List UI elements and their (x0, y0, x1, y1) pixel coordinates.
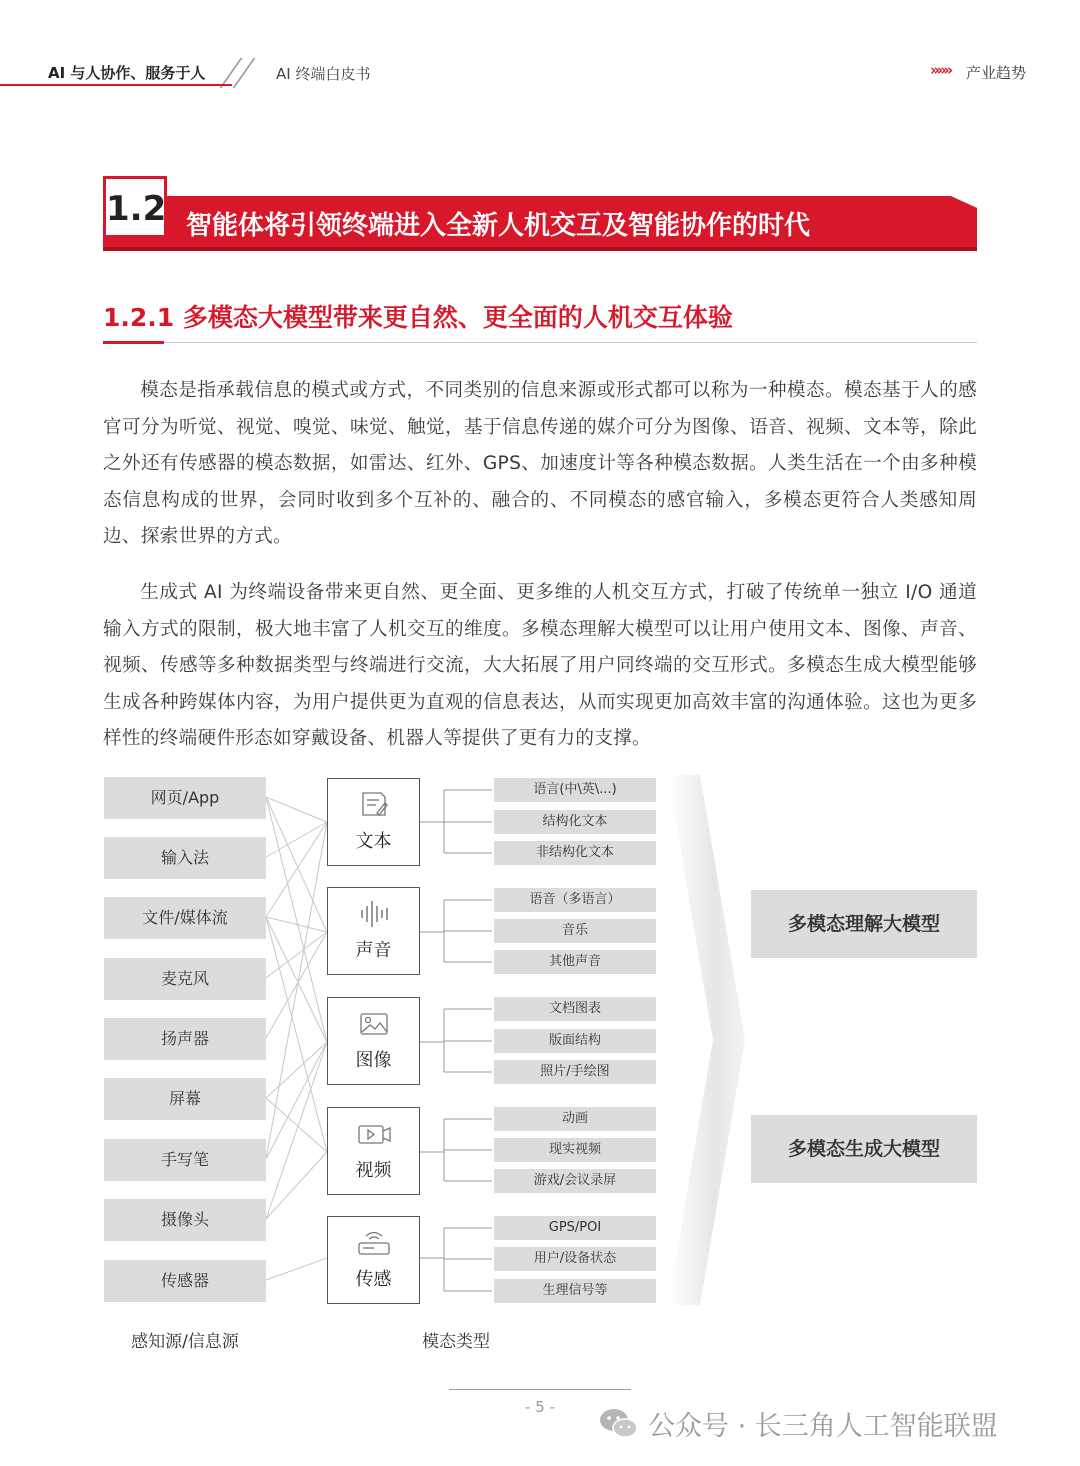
modality-label: 图像 (355, 1050, 392, 1071)
header-red-rule (0, 84, 232, 86)
subtype-item: 音乐 (494, 919, 656, 943)
caption-modalities: 模态类型 (422, 1332, 490, 1352)
sound-wave-icon (328, 898, 421, 928)
source-item: 手写笔 (104, 1139, 266, 1181)
modality-sensor (327, 1216, 420, 1304)
modality-video (327, 1107, 420, 1195)
subtype-item: 版面结构 (494, 1029, 656, 1053)
subtype-item: 用户/设备状态 (494, 1247, 656, 1271)
subtype-item: 非结构化文本 (494, 841, 656, 865)
subtype-item: 结构化文本 (494, 810, 656, 834)
header-report-title: AI 终端白皮书 (276, 65, 371, 83)
subtype-item: 现实视频 (494, 1138, 656, 1162)
subtype-item: 其他声音 (494, 950, 656, 974)
page-number: - 5 - (525, 1398, 555, 1416)
subtype-item: 游戏/会议录屏 (494, 1169, 656, 1193)
subsection-rule-accent (103, 341, 164, 344)
modality-label: 传感 (355, 1269, 392, 1290)
wechat-icon (598, 1406, 640, 1440)
subsection-title: 1.2.1 多模态大模型带来更自然、更全面的人机交互体验 (103, 303, 733, 332)
model-generation: 多模态生成大模型 (751, 1115, 977, 1183)
subtype-item: 动画 (494, 1107, 656, 1131)
body-paragraph: 模态是指承载信息的模式或方式，不同类别的信息来源或形式都可以称为一种模态。模态基于人的感官可分为听觉、视觉、嗅觉、味觉、触觉，基于信息传递的媒介可分为图像、语音、视频、文本等，除此之外还有传感器的模态数据，如雷达、红外、GPS、加速度计等各种模态数据。人类生活在一个由多种模态信息构成的世界，会同时收到多个互补的、融合的、不同模态的感官输入，多模态更符合人类感知周边、探索世界的方式。 (103, 380, 977, 547)
subtype-item: 文档图表 (494, 997, 656, 1021)
source-item: 输入法 (104, 837, 266, 879)
section-number: 1.2 (103, 176, 167, 235)
source-item: 麦克风 (104, 958, 266, 1000)
header-chapter: 产业趋势 (966, 64, 1027, 82)
modality-image (327, 997, 420, 1085)
footer-rule (449, 1389, 631, 1390)
modality-label: 视频 (355, 1160, 392, 1181)
subtype-item: 照片/手绘图 (494, 1060, 656, 1084)
modality-label: 文本 (355, 831, 392, 852)
subtype-item: 生理信号等 (494, 1279, 656, 1303)
chevrons-icon: »»» (930, 61, 951, 79)
source-item: 摄像头 (104, 1199, 266, 1241)
modality-label: 声音 (355, 940, 392, 961)
modality-text (327, 778, 420, 866)
source-item: 文件/媒体流 (104, 897, 266, 939)
section-title: 智能体将引领终端进入全新人机交互及智能协作的时代 (186, 211, 811, 241)
source-item: 扬声器 (104, 1018, 266, 1060)
subsection-rule (103, 342, 977, 343)
source-item: 网页/App (104, 777, 266, 819)
source-item: 屏幕 (104, 1078, 266, 1120)
header-report-theme: AI 与人协作、服务于人 (48, 64, 206, 82)
sensor-wifi-icon (328, 1227, 421, 1257)
model-understanding: 多模态理解大模型 (751, 890, 977, 958)
caption-sources: 感知源/信息源 (131, 1332, 239, 1352)
image-icon (328, 1008, 421, 1038)
subtype-item: 语音（多语言） (494, 888, 656, 912)
document-edit-icon (328, 789, 421, 819)
subtype-item: 语言(中\英\...) (494, 778, 656, 802)
body-paragraph: 生成式 AI 为终端设备带来更自然、更全面、更多维的人机交互方式，打破了传统单一独立 I/O 通道输入方式的限制，极大地丰富了人机交互的维度。多模态理解大模型可以让用户使用文本、图像、声音、视频、传感等多种数据类型与终端进行交流，大大拓展了用户同终端的交互形式。多模态生成大模型能够生成各种跨媒体内容，为用户提供更为直观的信息表达，从而实现更加高效丰富的沟通体验。这也为更多样性的终端硬件形态如穿戴设备、机器人等提供了更有力的支撑。 (103, 582, 977, 749)
source-item: 传感器 (104, 1260, 266, 1302)
watermark-text: 公众号 · 长三角人工智能联盟 (648, 1411, 998, 1442)
section-banner-shadow (103, 247, 977, 251)
modality-sound (327, 887, 420, 975)
subtype-item: GPS/POI (494, 1216, 656, 1240)
video-camera-icon (328, 1118, 421, 1148)
